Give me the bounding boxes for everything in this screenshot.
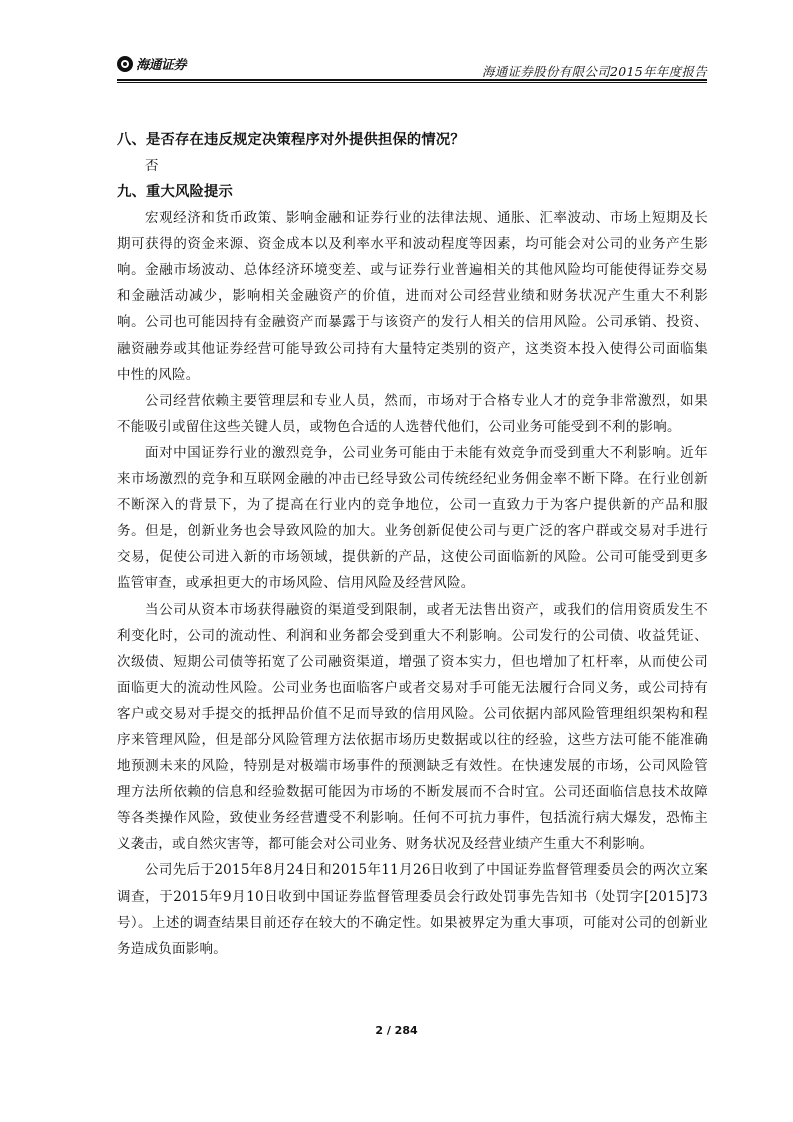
section-heading: 八、是否存在违反规定决策程序对外提供担保的情况？	[117, 132, 465, 148]
paragraph: 面对中国证券行业的激烈竞争，公司业务可能由于未能有效竞争而受到重大不利影响。近年来市场激烈的竞争和互联网金融的冲击已经导致公司传统经纪业务佣金率不断下降。在行业创新不断深入的背景下，为了提高在行业内的竞争地位，公司一直致力于为客户提供新的产品和服务。但是，创新业务也会导致风险的加大。业务创新促使公司与更广泛的客户群或交易对手进行交易，促使公司进入新的市场领域，提供新的产品，这使公司面临新的风险。公司可能受到更多监管审查，或承担更大的市场风险、信用风险及经营风险。	[117, 444, 708, 592]
paragraph: 公司先后于2015年8月24日和2015年11月26日收到了中国证券监督管理委员会的两次立案调查，于2015年9月10日收到中国证券监督管理委员会行政处罚事先告知书（处罚字[2015]73号）。上述的调查结果目前还存在较大的不确定性。如果被界定为重大事项，可能对公司的创新业务造成负面影响。	[117, 862, 708, 957]
paragraph: 宏观经济和货币政策、影响金融和证券行业的法律法规、通胀、汇率波动、市场上短期及长期可获得的资金来源、资金成本以及利率水平和波动程度等因素，均可能会对公司的业务产生影响。金融市场波动、总体经济环境变差、或与证券行业普遍相关的其他风险均可能使得证券交易和金融活动减少，影响相关金融资产的价值，进而对公司经营业绩和财务状况产生重大不利影响。公司也可能因持有金融资产而暴露于与该资产的发行人相关的信用风险。公司承销、投资、融资融券或其他证券经营可能导致公司持有大量特定类别的资产，这类资本投入使得公司面临集中性的风险。	[117, 210, 708, 383]
section-risk	[117, 179, 708, 962]
page-body	[117, 127, 708, 962]
logo-emblem-icon	[117, 56, 133, 72]
page-header	[117, 52, 707, 78]
section-heading: 九、重大风险提示	[117, 184, 233, 201]
report-title: 海通证券股份有限公司2015年年度报告	[481, 64, 707, 79]
company-logo	[117, 54, 186, 73]
paragraph: 否	[145, 158, 159, 174]
section-guarantee	[117, 127, 708, 179]
page-number: 2 / 284	[375, 1024, 418, 1037]
logo-text: 海通证券	[136, 58, 187, 73]
header-rule-thin	[117, 82, 707, 83]
header-rule	[117, 79, 707, 81]
paragraph: 公司经营依赖主要管理层和专业人员，然而，市场对于合格专业人才的竞争非常激烈，如果不能吸引或留住这些关键人员，或物色合适的人选替代他们，公司业务可能受到不利的影响。	[117, 392, 708, 435]
paragraph: 当公司从资本市场获得融资的渠道受到限制，或者无法售出资产，或我们的信用资质发生不利变化时，公司的流动性、利润和业务都会受到重大不利影响。公司发行的公司债、收益凭证、次级债、短期公司债等拓宽了公司融资渠道，增强了资本实力，但也增加了杠杆率，从而使公司面临更大的流动性风险。公司业务也面临客户或者交易对手可能无法履行合同义务，或公司持有客户或交易对手提交的抵押品价值不足而导致的信用风险。公司依据内部风险管理组织架构和程序来管理风险，但是部分风险管理方法依据市场历史数据或以往的经验，这些方法可能不能准确地预测未来的风险，特别是对极端市场事件的预测缺乏有效性。在快速发展的市场，公司风险管理方法所依赖的信息和经验数据可能因为市场的不断发展而不合时宜。公司还面临信息技术故障等各类操作风险，致使业务经营遭受不利影响。任何不可抗力事件，包括流行病大爆发，恐怖主义袭击，或自然灾害等，都可能会对公司业务、财务状况及经营业绩产生重大不利影响。	[117, 601, 708, 853]
